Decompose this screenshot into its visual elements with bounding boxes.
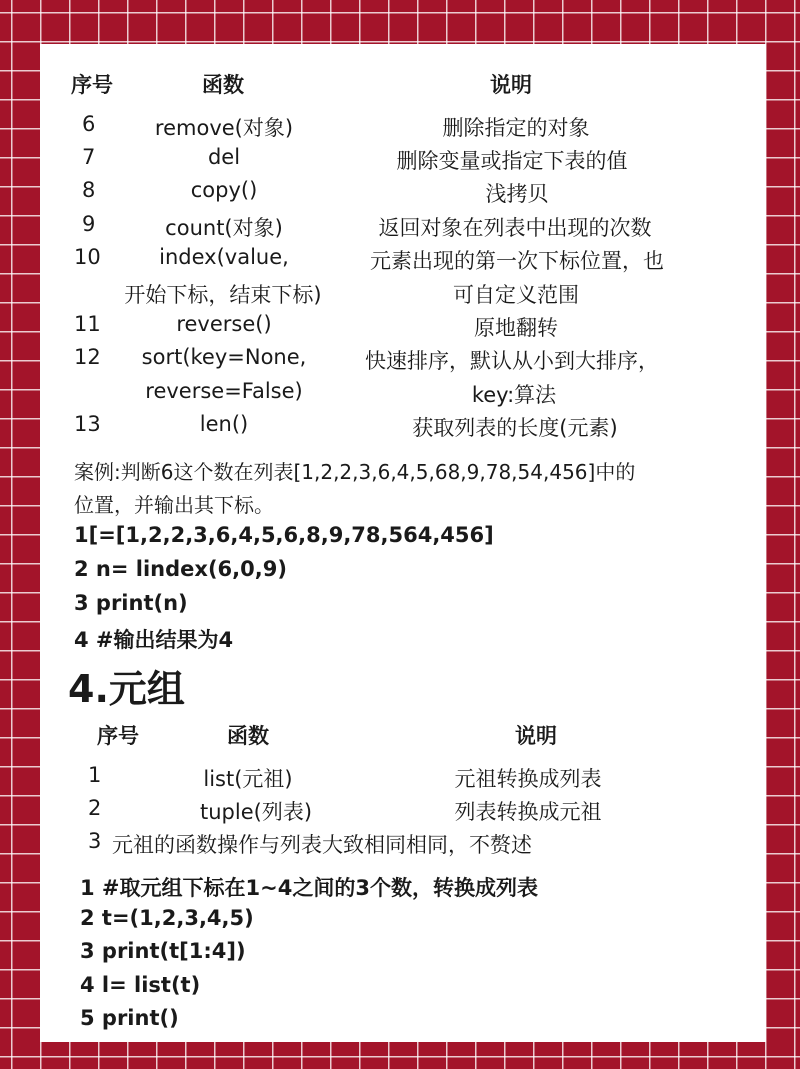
table1-row-num: 8 [82,178,96,202]
table1-row-description: 返回对象在列表中出现的次数 [378,216,652,240]
table1-row-function: copy() [190,178,258,202]
table1-row-num: 13 [74,412,101,436]
content-card [40,44,766,1042]
table2-row-note: 元祖的函数操作与列表大致相同相同，不赘述 [112,833,532,857]
section-title: 4.元组 [68,667,185,711]
table1-row-description-continued: 可自定义范围 [453,283,579,307]
table1-row-num: 10 [74,245,101,269]
table1-row-description: 原地翻转 [474,316,558,340]
table1-row-function: len() [199,412,249,436]
code-line: 5 print() [80,1006,179,1030]
table1-row-function: count(对象) [165,216,283,240]
table2-row-description: 元祖转换成列表 [454,767,602,791]
example-text-line2: 位置，并输出其下标。 [74,493,274,517]
table1-row-function-continued: 开始下标，结束下标) [124,283,322,307]
table1-row-num: 12 [74,345,101,369]
table1-row-function: del [207,145,241,169]
table2-header-description: 说明 [515,724,557,748]
code-line: 1[=[1,2,2,3,6,4,5,6,8,9,78,564,456] [74,523,494,547]
table1-row-description: 快速排序，默认从小到大排序， [365,349,659,373]
code-line: 4 #输出结果为4 [74,628,234,652]
table2-row-num: 2 [88,796,102,820]
table1-row-function: remove(对象) [154,116,294,140]
table1-row-num: 6 [82,112,96,136]
code-line: 4 l= list(t) [80,973,201,997]
code-line: 3 print(n) [74,591,188,615]
table1-row-function: reverse() [176,312,272,336]
table2-header-index: 序号 [97,724,139,748]
example-text-line1: 案例:判断6这个数在列表[1,2,2,3,6,4,5,68,9,78,54,456]中的 [74,460,636,484]
table1-row-description: 删除指定的对象 [442,116,590,140]
table1-row-function: index(value, [159,245,289,269]
table2-row-description: 列表转换成元祖 [454,800,602,824]
table1-header-function: 函数 [202,73,244,97]
table1-header-description: 说明 [490,73,532,97]
table1-row-description-continued: key:算法 [471,383,557,407]
table2-row-num: 3 [88,829,102,853]
table2-header-function: 函数 [227,724,269,748]
table1-row-description: 元素出现的第一次下标位置，也 [370,249,664,273]
table1-row-function-continued: reverse=False) [145,379,303,403]
table1-row-description: 浅拷贝 [485,182,549,206]
table1-row-num: 11 [74,312,101,336]
code-line: 2 t=(1,2,3,4,5) [80,906,254,930]
table2-row-function: list(元祖) [203,767,293,791]
code-line: 2 n= lindex(6,0,9) [74,557,287,581]
code-line: 1 #取元组下标在1~4之间的3个数，转换成列表 [80,876,538,900]
table1-row-description: 获取列表的长度(元素) [412,416,618,440]
table1-header-index: 序号 [71,73,113,97]
table1-row-function: sort(key=None, [141,345,307,369]
table1-row-num: 7 [82,145,96,169]
table2-row-num: 1 [88,763,102,787]
table1-row-num: 9 [82,212,96,236]
code-line: 3 print(t[1:4]) [80,939,246,963]
table2-row-function: tuple(列表) [199,800,313,824]
table1-row-description: 删除变量或指定下表的值 [396,149,628,173]
